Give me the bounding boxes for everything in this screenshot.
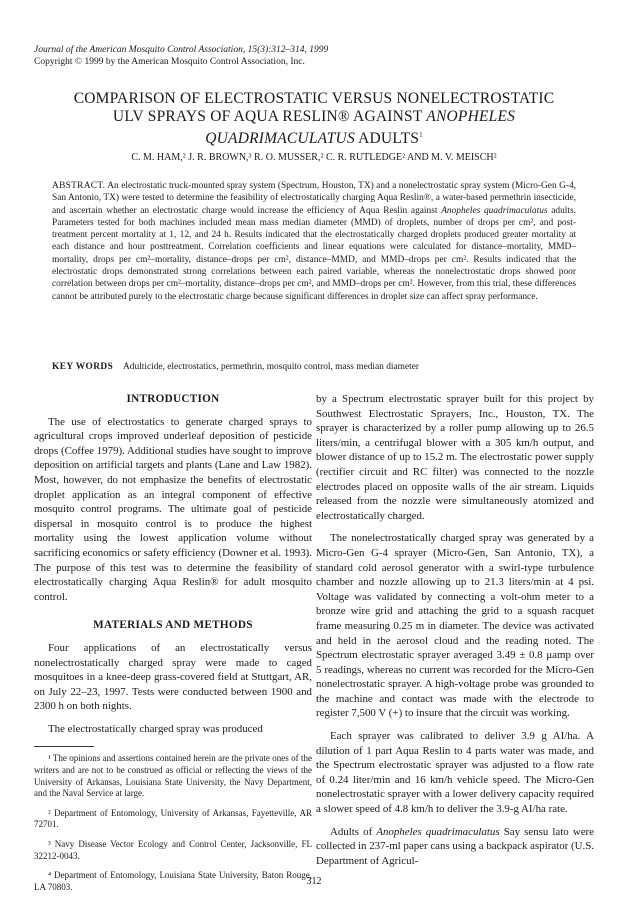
title-species: QUADRIMACULATUS: [205, 130, 355, 148]
title-genus: ANOPHELES: [426, 108, 516, 125]
title-line-3-text: ADULTS: [358, 130, 420, 148]
footnote-3: ³ Navy Disease Vector Ecology and Control Center, Jacksonville, FL 32212-0043.: [34, 839, 312, 861]
right-paragraph-2: The nonelectrostatically charged spray was generated by a Micro-Gen G-4 sprayer (Micro-Gen, San Antonio, TX), a standard cold aerosol generator with a swirl-type turbulence chamber and nozzle allowing up to 21.3 liters/min at 4 psi. Voltage was validated by connecting a volt-ohm meter to a bronze wire grid and attaching the grid to a squash racquet frame measuring 0.25 m in diameter. The device was activated and held in the aerosol cloud and the reading noted. The Spectrum electrostatic sprayer averaged 3.49 ± 0.8 μamp over 5 readings, whereas no current was recorded for the Micro-Gen nonelectrostatic sprayer. A high-voltage probe was grounded to the machine and contact was made with the electrode to register 7,500 V (+) to insure that the circuit was working.: [316, 532, 594, 720]
author-list: C. M. HAM,² J. R. BROWN,³ R. O. MUSSER,² C. R. RUTLEDGE² AND M. V. MEISCH²: [131, 152, 497, 163]
right-column: [316, 392, 594, 876]
footnote-rule: [34, 746, 94, 747]
journal-citation: Journal of the American Mosquito Control Association, 15(3):312–314, 1999: [34, 45, 329, 55]
right-paragraph-4: [316, 825, 594, 869]
page-number: 312: [306, 876, 322, 887]
footnote-2: ² Department of Entomology, University of Arkansas, Fayetteville, AR 72701.: [34, 807, 312, 830]
right-paragraph-3: Each sprayer was calibrated to deliver 3.9 g AI/ha. A dilution of 1 part Aqua Reslin to 4 parts water was made, and the Spectrum electrostatic sprayer was adjusted to a flow rate of 0.24 liter/min and 16 km/h vehicle speed. The Micro-Gen nonelectrostatic sprayer with a lower delivery capacity required a slower speed of 4.8 km/h to deliver the 3.9-g AI/ha rate.: [316, 730, 594, 816]
methods-paragraph-1: Four applications of an electrostatically versus nonelectrostatically charged spray were made to caged mosquitoes in a knee-deep grass-covered field at Stuttgart, AR, on July 22–23, 1997. Tests were conducted between 1900 and 2300 h on both nights.: [34, 641, 312, 713]
right-paragraph-4-b: Say sensu lato were collected in 237-ml paper cans using a backpack aspirator (U.S. Department of Agricul-: [316, 825, 594, 867]
abstract: [52, 180, 576, 303]
methods-heading: MATERIALS AND METHODS: [93, 619, 253, 632]
right-paragraph-1: by a Spectrum electrostatic sprayer built for this project by Southwest Electrostatic Sprayers, Inc., Houston, TX. The sprayer is characterized by a roller pump allowing up to 26.5 liters/min, a centrifugal blower with a 305 km/h output, and blower distance of up to 15.2 m. The electrostatic power supply (rectifier circuit and RC filter) was connected to the nozzle electrodes placed on opposite walls of the air stream. Liquids released from the nozzle were simultaneously atomized and electrostatically charged.: [316, 393, 594, 522]
copyright-line: Copyright © 1999 by the American Mosquito Control Association, Inc.: [34, 57, 305, 67]
introduction-heading: INTRODUCTION: [126, 393, 220, 405]
keywords-label: KEY WORDS: [52, 362, 114, 372]
running-header: [34, 44, 328, 68]
title-line-1: COMPARISON OF ELECTROSTATIC VERSUS NONELECTROSTATIC: [73, 90, 555, 107]
title-line-3: [40, 126, 588, 148]
introduction-paragraph: The use of electrostatics to generate charged sprays to agricultural crops improved underleaf deposition of pesticide drops (Coffee 1979). Additional studies have sought to improve deposition on artificial targets and plants (Lane and Law 1982). Most, however, do not emphasize the benefits of electrostatic droplet application as an integral component of effective mosquito control programs. The ultimate goal of pesticide dispersal in mosquito control is to produce the highest mortality using the lowest application volume without sacrificing economics or safety efficiency (Downer et al. 1993). The purpose of this test was to determine the feasibility of electrostatically charging Aqua Reslin® for adult mosquito control.: [34, 415, 313, 603]
abstract-text-a: An electrostatic truck-mounted spray system (Spectrum, Houston, TX) and a nonelectrostatic spray system (Micro-Gen G-4, San Antonio, TX) were tested to determine the feasibility of electrostatically charging Aqua Reslin®, a water-based permethrin insecticide, and ascertain whether an electrostatic charge would increase the efficiency of Aqua Reslin against: [52, 181, 577, 216]
article-title: [40, 90, 588, 148]
abstract-text-b: adults. Parameters tested for both machines included mean mass median diameter (MMD) of droplets, number of drops per cm², and post-treatment percent mortality at 1, 12, and 24 h. Results indicated that the electrostatically charged droplets produced greater mortality at each distance and hour posttreatment. Correlation coefficients and linear equations were calculated for distance–mortality, MMD–mortality, drops per cm²–mortality, distance–drops per cm², distance–MMD, and MMD–drops per cm². Results indicated that the electrostatic drops demonstrated strong correlations between each paired variable, whereas the nonelectrostatic drops showed poor correlation between drops per cm²–mortality, distance–drops per cm², and MMD–drops per cm². However, from this trial, these differences cannot be attributed purely to the electrostatic charge because significant differences in droplet size can affect spray performance.: [52, 205, 577, 302]
title-line-2-text: ULV SPRAYS OF AQUA RESLIN® AGAINST: [112, 108, 423, 125]
title-line-2: [40, 108, 588, 126]
keywords-text: Adulticide, electrostatics, permethrin, mosquito control, mass median diameter: [123, 362, 420, 372]
methods-paragraph-2: The electrostatically charged spray was produced: [48, 722, 263, 735]
footnote-1: ¹ The opinions and assertions contained herein are the private ones of the writers and are not to be construed as official or reflecting the views of the University of Arkansas, Louisiana State University, the Navy Department, and the Naval Service at large.: [34, 753, 312, 799]
footnote-4: ⁴ Department of Entomology, Louisiana State University, Baton Rouge, LA 70803.: [34, 870, 312, 892]
keywords: [52, 362, 576, 372]
abstract-label: ABSTRACT.: [52, 181, 106, 191]
right-paragraph-4-a: Adults of: [330, 825, 373, 838]
left-column: [34, 392, 312, 901]
abstract-species: Anopheles quadrimaculatus: [441, 205, 548, 216]
right-paragraph-4-species: Anopheles quadrimaculatus: [376, 825, 500, 838]
title-footnote-mark: 1: [419, 131, 423, 139]
